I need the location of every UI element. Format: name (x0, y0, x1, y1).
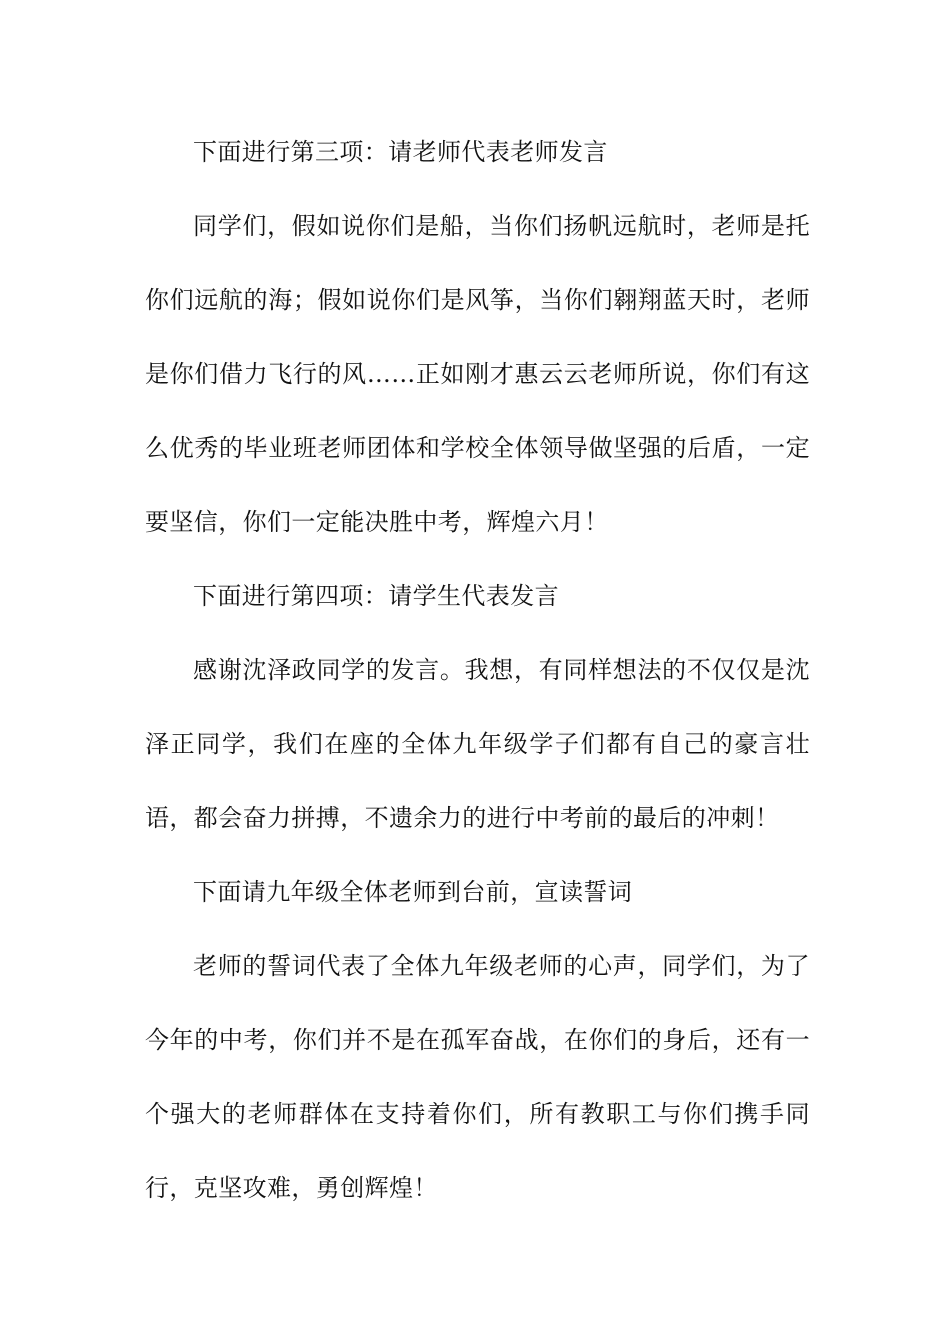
agenda-item-three: 下面进行第三项：请老师代表老师发言 (193, 138, 608, 166)
speech-paragraph-oath: 老师的誓词代表了全体九年级老师的心声，同学们，为了今年的中考，你们并不是在孤军奋战，在你们的身后，还有一个强大的老师群体在支持着你们，所有教职工与你们携手同行，克坚攻难，勇创辉煌！ (145, 952, 810, 1202)
speech-paragraph-students: 感谢沈泽政同学的发言。我想，有同样想法的不仅仅是沈泽正同学，我们在座的全体九年级学子们都有自己的豪言壮语，都会奋力拼搏，不遗余力的进行中考前的最后的冲刺！ (145, 656, 810, 832)
speech-paragraph-teachers: 同学们，假如说你们是船，当你们扬帆远航时，老师是托你们远航的海；假如说你们是风筝，当你们翱翔蓝天时，老师是你们借力飞行的风……正如刚才惠云云老师所说，你们有这么优秀的毕业班老师团体和学校全体领导做坚强的后盾，一定要坚信，你们一定能决胜中考，辉煌六月！ (145, 212, 810, 536)
document-body (145, 115, 810, 1225)
agenda-item-four: 下面进行第四项：请学生代表发言 (193, 582, 559, 610)
agenda-item-oath: 下面请九年级全体老师到台前，宣读誓词 (193, 878, 633, 906)
